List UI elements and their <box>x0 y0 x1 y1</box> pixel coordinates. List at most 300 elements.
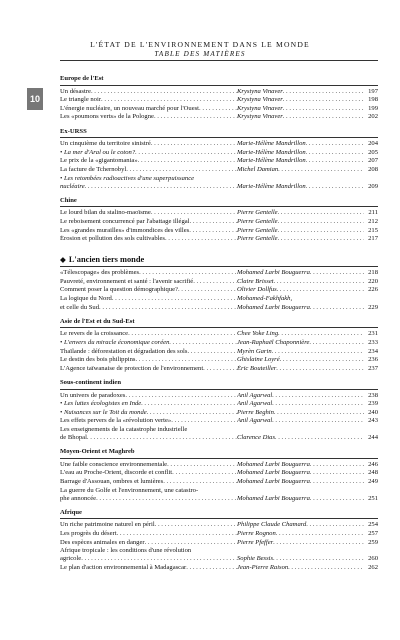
entry-page: 231 <box>368 330 378 338</box>
leader-dots <box>165 235 237 244</box>
leader-dots <box>278 235 364 244</box>
entry-title-text: Des espèces animales en danger <box>60 538 145 546</box>
leader-dots <box>278 166 364 175</box>
entry-title <box>60 356 237 365</box>
entry-page: 246 <box>368 460 378 468</box>
entry-author-text: Myrèn Garin <box>237 347 272 355</box>
entry-title <box>60 339 237 348</box>
entry-page: 243 <box>368 417 378 425</box>
entry-title <box>60 469 237 478</box>
entry-title-text: L'Agence taïwanaise de protection de l'environnement <box>60 364 204 372</box>
section-rule <box>60 85 378 86</box>
leader-dots <box>199 105 237 114</box>
entry-author-text: Anil Agarwal <box>237 417 273 425</box>
entry-author-text: Mohamed Larbi Bouguerra <box>237 477 310 485</box>
entry-title <box>60 547 237 564</box>
entry-title-line: Afrique tropicale : les conditions d'une révolution <box>60 547 192 555</box>
entry-author <box>237 417 364 426</box>
leader-dots <box>172 469 237 478</box>
entry-title-text: • Les luttes écologistes en Inde <box>60 400 142 408</box>
entry-page: 244 <box>368 433 378 441</box>
section-title <box>60 255 378 265</box>
toc-entry <box>60 426 378 443</box>
entry-page: 234 <box>368 347 378 355</box>
entry-title-line2 <box>60 434 237 443</box>
leader-dots <box>278 209 364 218</box>
page-subtitle: TABLE DES MATIÈRES <box>154 50 246 58</box>
diamond-icon: ◆ <box>60 255 66 265</box>
entry-title <box>60 88 237 97</box>
entry-author-text: Krystyna Vinaver <box>237 104 283 112</box>
section-rule <box>60 458 378 459</box>
entry-title <box>60 478 237 487</box>
entry-author-text: Claire Brisset <box>237 277 274 285</box>
entry-title <box>60 521 237 530</box>
toc-entry <box>60 348 378 357</box>
entry-author <box>237 339 364 348</box>
leader-dots <box>276 365 364 374</box>
entry-title-line: La guerre du Golfe et l'environnement, une catastro- <box>60 486 199 494</box>
toc-entry <box>60 400 378 409</box>
leader-dots <box>306 521 364 530</box>
entry-author <box>237 88 364 97</box>
entry-title-text: Pauvreté, environnement et santé : l'avenir sacrifié <box>60 277 194 285</box>
entry-title <box>60 286 237 295</box>
entry-page: 259 <box>368 538 378 546</box>
entry-title <box>60 227 237 236</box>
entry-author-text: Mohamed Larbi Bouguerra <box>237 303 310 311</box>
leader-dots <box>310 269 364 278</box>
entry-author-text: Mohamed Larbi Bouguerra <box>237 460 310 468</box>
entry-author-text: Ghislaine Loyré <box>237 356 280 364</box>
toc-entry <box>60 469 378 478</box>
entry-page: 207 <box>368 157 378 165</box>
entry-page: 237 <box>368 364 378 372</box>
leader-dots <box>147 409 237 418</box>
toc-entry <box>60 392 378 401</box>
entry-author-text: Pierre Rognon <box>237 529 276 537</box>
entry-author <box>237 495 364 504</box>
leader-dots <box>171 417 237 426</box>
entry-title-text: Le revers de la croissance <box>60 330 129 338</box>
entry-page: 233 <box>368 339 378 347</box>
toc-entry <box>60 365 378 374</box>
entry-title-text: et celle du Sud <box>60 303 100 311</box>
entry-title-line2 <box>60 495 237 504</box>
entry-page: 262 <box>368 563 378 571</box>
entry-title-text: Les «grandes murailles» d'immondices des villes <box>60 226 190 234</box>
toc-entry <box>60 227 378 236</box>
entry-author-text: Michel Damian <box>237 165 279 173</box>
entry-author-text: Jean-Pierre Raison <box>237 563 289 571</box>
leader-dots <box>276 530 364 539</box>
entry-page: 229 <box>368 303 378 311</box>
entry-author-text: Krystyna Vinaver <box>237 96 283 104</box>
leader-dots <box>278 227 364 236</box>
toc-section <box>60 509 378 573</box>
leader-dots <box>154 113 237 122</box>
toc-section <box>60 318 378 374</box>
entry-title-text: Le reboisement concurrencé par l'abattage illégal <box>60 217 190 225</box>
entry-page: 254 <box>368 521 378 529</box>
toc-entry <box>60 278 378 287</box>
entry-title-text: Barrage d'Assouan, ombres et lumières <box>60 477 164 485</box>
entry-author-text: Éric Bouteiller <box>237 364 277 372</box>
section-rule <box>60 266 378 267</box>
leader-dots <box>306 140 364 149</box>
entry-author <box>237 434 364 443</box>
entry-author <box>237 286 364 295</box>
entry-title-line: • Les retombées radioactives d'une superpuissance <box>60 174 195 182</box>
leader-dots <box>283 105 364 114</box>
toc-section <box>60 75 378 122</box>
entry-page: 238 <box>368 391 378 399</box>
entry-page: 217 <box>368 235 378 243</box>
entry-title-text: L'eau au Proche-Orient, discorde et conflit <box>60 469 173 477</box>
entry-author-text: Anil Agarwal <box>237 391 273 399</box>
entry-author-text: Marie-Hélène Mandrillon <box>237 148 306 156</box>
entry-title-text: Le plan d'action environnemental à Madagascar <box>60 563 187 571</box>
entry-page: 205 <box>368 148 378 156</box>
section-title: Sous-continent indien <box>60 379 122 386</box>
section-title-text: L'ancien tiers monde <box>68 255 145 265</box>
entry-page: 226 <box>368 286 378 294</box>
entry-author-text: Mohamed Larbi Bouguerra <box>237 269 310 277</box>
leader-dots <box>280 356 364 365</box>
entry-author <box>237 183 364 192</box>
entry-author-text: Pierre Gentelle <box>237 235 278 243</box>
entry-title <box>60 304 237 313</box>
entry-page: 204 <box>368 140 378 148</box>
entry-author-text: Sophie Bessis <box>237 555 274 563</box>
entry-title-text: Un désastre <box>60 87 91 95</box>
section-title: Afrique <box>60 508 82 516</box>
leader-dots <box>135 149 237 158</box>
toc-entry <box>60 356 378 365</box>
table-of-contents <box>60 75 378 573</box>
entry-author-text: Krystyna Vinaver <box>237 87 283 95</box>
leader-dots <box>85 183 237 192</box>
entry-title-text: Le prix de la «gigantomania» <box>60 157 138 165</box>
entry-title-text: Les effets pervers de la «révolution verte» <box>60 417 172 425</box>
entry-author <box>237 530 364 539</box>
leader-dots <box>139 269 237 278</box>
section-rule <box>60 389 378 390</box>
entry-title <box>60 166 237 175</box>
toc-entry <box>60 417 378 426</box>
leader-dots <box>283 113 364 122</box>
leader-dots <box>135 356 237 365</box>
leader-dots <box>278 218 364 227</box>
entry-title-text: Le lourd bilan du stalino-maoïsme <box>60 209 151 217</box>
entry-title-text: Le destin des bois philippins <box>60 356 136 364</box>
toc-entry <box>60 269 378 278</box>
entry-author <box>237 140 364 149</box>
entry-title <box>60 140 237 149</box>
leader-dots <box>283 96 364 105</box>
entry-title <box>60 392 237 401</box>
leader-dots <box>138 157 237 166</box>
leader-dots <box>141 400 237 409</box>
entry-author <box>237 304 364 313</box>
entry-title <box>60 113 237 122</box>
leader-dots <box>278 330 364 339</box>
page-number: 10 <box>27 88 43 110</box>
header-rule <box>60 60 378 61</box>
entry-author-text: Mohamed Larbi Bouguerra <box>237 494 310 502</box>
entry-author-text: Mohamed-Fakhfakh, <box>237 295 293 303</box>
toc-entry <box>60 218 378 227</box>
entry-page: 220 <box>368 277 378 285</box>
entry-author-text: Jean-Raphaël Chaponnière <box>237 339 310 347</box>
section-gap <box>60 244 378 253</box>
entry-page: 239 <box>368 400 378 408</box>
entry-page: 251 <box>368 494 378 502</box>
entry-title <box>60 218 237 227</box>
entry-title-line2 <box>60 183 237 192</box>
entry-author <box>237 564 364 573</box>
section-title: Europe de l'Est <box>60 75 104 82</box>
entry-title <box>60 105 237 114</box>
entry-title-line: de Bhopal <box>60 433 87 441</box>
leader-dots <box>96 495 237 504</box>
entry-author <box>237 409 364 418</box>
toc-section <box>60 255 378 312</box>
entry-author-text: Philippe Claude Chamard <box>237 521 307 529</box>
entry-page: 199 <box>368 104 378 112</box>
toc-entry <box>60 209 378 218</box>
entry-author <box>237 348 364 357</box>
entry-page: 208 <box>368 165 378 173</box>
entry-title <box>60 365 237 374</box>
entry-title <box>60 539 237 548</box>
toc-entry <box>60 539 378 548</box>
entry-author <box>237 105 364 114</box>
entry-page: 236 <box>368 356 378 364</box>
entry-author-text: Pierre Gentelle <box>237 217 278 225</box>
toc-section <box>60 128 378 192</box>
entry-author <box>237 166 364 175</box>
entry-author <box>237 461 364 470</box>
entry-author <box>237 392 364 401</box>
entry-page: 260 <box>368 555 378 563</box>
toc-entry <box>60 461 378 470</box>
entry-title-text: «Télescopage» des problèmes <box>60 269 140 277</box>
toc-entry <box>60 166 378 175</box>
leader-dots <box>186 564 237 573</box>
entry-title <box>60 235 237 244</box>
leader-dots <box>273 555 364 564</box>
leader-dots <box>187 348 237 357</box>
toc-section <box>60 448 378 503</box>
entry-author-text: Marie-Hélène Mandrillon <box>237 182 306 190</box>
leader-dots <box>310 495 364 504</box>
toc-entry <box>60 140 378 149</box>
leader-dots <box>125 392 237 401</box>
entry-page: 218 <box>368 269 378 277</box>
section-title: Chine <box>60 196 77 204</box>
leader-dots <box>91 88 237 97</box>
entry-author <box>237 478 364 487</box>
entry-author-text: Pierre Gentelle <box>237 226 278 234</box>
leader-dots <box>178 286 237 295</box>
leader-dots <box>272 400 364 409</box>
entry-title-text: Un univers de paradoxes <box>60 391 126 399</box>
entry-title-text: • La mer d'Aral ou le coton? <box>60 148 136 156</box>
section-title: Asie de l'Est et du Sud-Est <box>60 317 135 325</box>
leader-dots <box>87 434 237 443</box>
entry-page: 202 <box>368 113 378 121</box>
entry-author <box>237 149 364 158</box>
leader-dots <box>117 530 237 539</box>
leader-dots <box>126 166 237 175</box>
entry-author-text: Clarence Dias <box>237 433 276 441</box>
leader-dots <box>163 478 237 487</box>
entry-title-line: Les enseignements de la catastrophe industrielle <box>60 425 188 433</box>
entry-author <box>237 469 364 478</box>
leader-dots <box>273 539 364 548</box>
leader-dots <box>274 278 364 287</box>
leader-dots <box>272 417 364 426</box>
toc-entry <box>60 295 378 304</box>
section-title: Moyen-Orient et Maghreb <box>60 448 135 456</box>
leader-dots <box>112 295 237 304</box>
entry-title-text: Comment poser la question démographique? <box>60 286 178 294</box>
entry-page: 198 <box>368 96 378 104</box>
entry-title-text: La facture de Tchernobyl <box>60 165 127 173</box>
section-rule <box>60 327 378 328</box>
entry-author <box>237 521 364 530</box>
toc-entry <box>60 478 378 487</box>
entry-author <box>237 278 364 287</box>
toc-entry <box>60 113 378 122</box>
entry-author-text: Anil Agarwal <box>237 400 273 408</box>
leader-dots <box>169 339 237 348</box>
entry-author <box>237 113 364 122</box>
leader-dots <box>189 227 237 236</box>
leader-dots <box>151 209 237 218</box>
leader-dots <box>99 304 237 313</box>
entry-author <box>237 539 364 548</box>
entry-title <box>60 461 237 470</box>
entry-title-line: agricole <box>60 555 82 563</box>
entry-title-line2 <box>60 555 237 564</box>
leader-dots <box>128 330 237 339</box>
toc-entry <box>60 564 378 573</box>
leader-dots <box>277 286 364 295</box>
entry-title <box>60 487 237 504</box>
entry-title <box>60 269 237 278</box>
leader-dots <box>81 555 237 564</box>
entry-title <box>60 564 237 573</box>
leader-dots <box>167 461 237 470</box>
entry-title-text: Thaïlande : déforestation et dégradation des sols <box>60 347 188 355</box>
toc-entry <box>60 330 378 339</box>
leader-dots <box>203 365 237 374</box>
toc-entry <box>60 339 378 348</box>
leader-dots <box>145 539 237 548</box>
toc-entry <box>60 175 378 192</box>
entry-title <box>60 175 237 192</box>
section-rule <box>60 137 378 138</box>
toc-entry <box>60 547 378 564</box>
entry-title-text: Une faible conscience environnementale <box>60 460 168 468</box>
leader-dots <box>306 149 364 158</box>
entry-page: 212 <box>368 217 378 225</box>
entry-author <box>237 227 364 236</box>
entry-page: 257 <box>368 529 378 537</box>
entry-page: 215 <box>368 226 378 234</box>
entry-author-text: Olivier Dollfus <box>237 286 277 294</box>
leader-dots <box>101 96 237 105</box>
entry-page: 197 <box>368 87 378 95</box>
toc-entry <box>60 521 378 530</box>
toc-entry <box>60 235 378 244</box>
entry-title <box>60 278 237 287</box>
entry-author <box>237 218 364 227</box>
entry-title-text: L'énergie nucléaire, un nouveau marché pour l'Ouest <box>60 104 200 112</box>
entry-title <box>60 209 237 218</box>
section-rule <box>60 206 378 207</box>
entry-author <box>237 330 364 339</box>
leader-dots <box>155 521 237 530</box>
leader-dots <box>306 183 364 192</box>
entry-author-text: Mohamed Larbi Bouguerra <box>237 469 310 477</box>
entry-page: 209 <box>368 182 378 190</box>
entry-title-text: Érosion et pollution des sols cultivables <box>60 235 165 243</box>
entry-title <box>60 96 237 105</box>
entry-author-text: Chee Yoke Ling <box>237 330 279 338</box>
toc-section <box>60 379 378 443</box>
entry-title <box>60 417 237 426</box>
entry-author <box>237 209 364 218</box>
entry-title <box>60 409 237 418</box>
entry-title-text: • L'envers du miracle économique coréen <box>60 339 170 347</box>
leader-dots <box>275 434 364 443</box>
entry-author-text: Pierre Gentelle <box>237 209 278 217</box>
entry-author <box>237 235 364 244</box>
leader-dots <box>306 157 364 166</box>
entry-title <box>60 400 237 409</box>
entry-author-text: Marie-Hélène Mandrillon <box>237 157 306 165</box>
entry-title-text: Les «poumons verts» de la Pologne <box>60 113 154 121</box>
toc-section <box>60 197 378 244</box>
leader-dots <box>310 469 364 478</box>
leader-dots <box>190 218 237 227</box>
toc-entry <box>60 286 378 295</box>
leader-dots <box>151 140 237 149</box>
entry-author <box>237 269 364 278</box>
entry-title-text: • Nuisances sur le Toit du monde <box>60 408 147 416</box>
entry-author-text: Pierre Pfeffer <box>237 538 274 546</box>
entry-title <box>60 426 237 443</box>
toc-entry <box>60 304 378 313</box>
entry-title-text: Le triangle noir <box>60 96 102 104</box>
entry-page: 211 <box>368 209 378 217</box>
leader-dots <box>310 461 364 470</box>
entry-title <box>60 348 237 357</box>
leader-dots <box>193 278 237 287</box>
section-title: Ex-URSS <box>60 127 87 135</box>
toc-entry <box>60 88 378 97</box>
section-rule <box>60 518 378 519</box>
entry-title-text: Les progrès du désert <box>60 529 117 537</box>
entry-title-line: phe annoncée <box>60 494 97 502</box>
entry-title-line: nucléaire <box>60 182 85 190</box>
toc-entry <box>60 105 378 114</box>
entry-page: 240 <box>368 408 378 416</box>
leader-dots <box>310 478 364 487</box>
